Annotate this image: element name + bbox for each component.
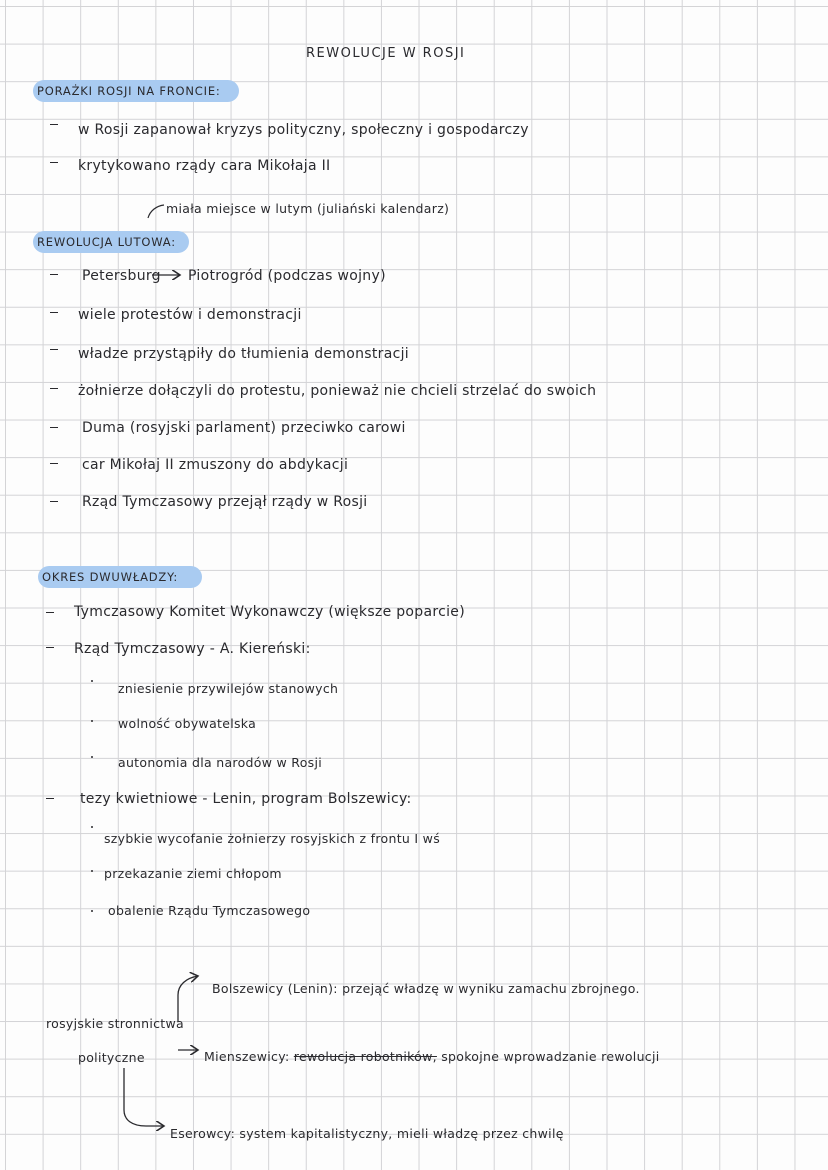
sub-item: obalenie Rządu Tymczasowego: [108, 903, 311, 918]
bullet-dash: [50, 162, 58, 163]
mensheviks-text: [204, 1049, 660, 1064]
bullet-dash: [50, 501, 58, 502]
parties-label: polityczne: [78, 1050, 145, 1065]
list-item: wiele protestów i demonstracji: [78, 307, 302, 323]
list-item: Rząd Tymczasowy przejął rządy w Rosji: [82, 494, 368, 510]
heading-porazki: PORAŻKI ROSJI NA FRONCIE:: [33, 80, 239, 102]
bullet-dash: [46, 798, 54, 799]
parties-label: rosyjskie stronnictwa: [46, 1016, 184, 1031]
date-note: miała miejsce w lutym (juliański kalendarz): [166, 201, 450, 216]
mensheviks-name: Mienszewicy:: [204, 1049, 290, 1064]
bullet-dot: [91, 870, 93, 872]
list-item: car Mikołaj II zmuszony do abdykacji: [82, 457, 349, 473]
list-item: Tymczasowy Komitet Wykonawczy (większe poparcie): [74, 604, 465, 620]
bullet-dash: [46, 612, 54, 613]
mensheviks-rest: spokojne wprowadzanie rewolucji: [441, 1049, 660, 1064]
bolsheviks-text: Bolszewicy (Lenin): przejąć władzę w wyniku zamachu zbrojnego.: [212, 981, 640, 996]
list-item: żołnierze dołączyli do protestu, ponieważ nie chcieli strzelać do swoich: [78, 383, 597, 399]
list-item: Rząd Tymczasowy - A. Kiereński:: [74, 641, 311, 657]
bullet-dot: [91, 826, 93, 828]
bullet-dash: [50, 427, 58, 428]
sub-item: autonomia dla narodów w Rosji: [118, 755, 323, 770]
list-item: Duma (rosyjski parlament) przeciwko carowi: [82, 420, 406, 436]
bullet-dot: [91, 910, 93, 912]
sub-item: zniesienie przywilejów stanowych: [118, 681, 339, 696]
sub-item: przekazanie ziemi chłopom: [104, 866, 282, 881]
esers-text: Eserowcy: system kapitalistyczny, mieli władzę przez chwilę: [170, 1126, 564, 1141]
list-item: krytykowano rządy cara Mikołaja II: [78, 158, 331, 174]
list-item: Petersburg: [82, 268, 161, 284]
bullet-dash: [50, 388, 58, 389]
heading-okres-dwuwladzy: OKRES DWUWŁADZY:: [38, 566, 202, 588]
bullet-dash: [50, 463, 58, 464]
list-item: w Rosji zapanował kryzys polityczny, społeczny i gospodarczy: [78, 122, 529, 138]
list-item: tezy kwietniowe - Lenin, program Bolszewicy:: [80, 791, 412, 807]
bullet-dot: [91, 680, 93, 682]
bullet-dash: [46, 647, 54, 648]
bullet-dash: [50, 349, 58, 350]
bullet-dot: [91, 756, 93, 758]
bullet-dash: [50, 274, 58, 275]
mensheviks-struck: rewolucja robotników,: [293, 1049, 437, 1064]
heading-rewolucja-lutowa: REWOLUCJA LUTOWA:: [33, 231, 189, 253]
sub-item: wolność obywatelska: [118, 716, 257, 731]
bullet-dash: [50, 124, 58, 125]
sub-item: szybkie wycofanie żołnierzy rosyjskich z frontu I wś: [104, 831, 441, 846]
list-item: władze przystąpiły do tłumienia demonstracji: [78, 346, 409, 362]
bullet-dot: [91, 720, 93, 722]
page-title: REWOLUCJE W ROSJI: [306, 46, 466, 61]
bullet-dash: [50, 312, 58, 313]
list-item: Piotrogród (podczas wojny): [188, 268, 386, 284]
